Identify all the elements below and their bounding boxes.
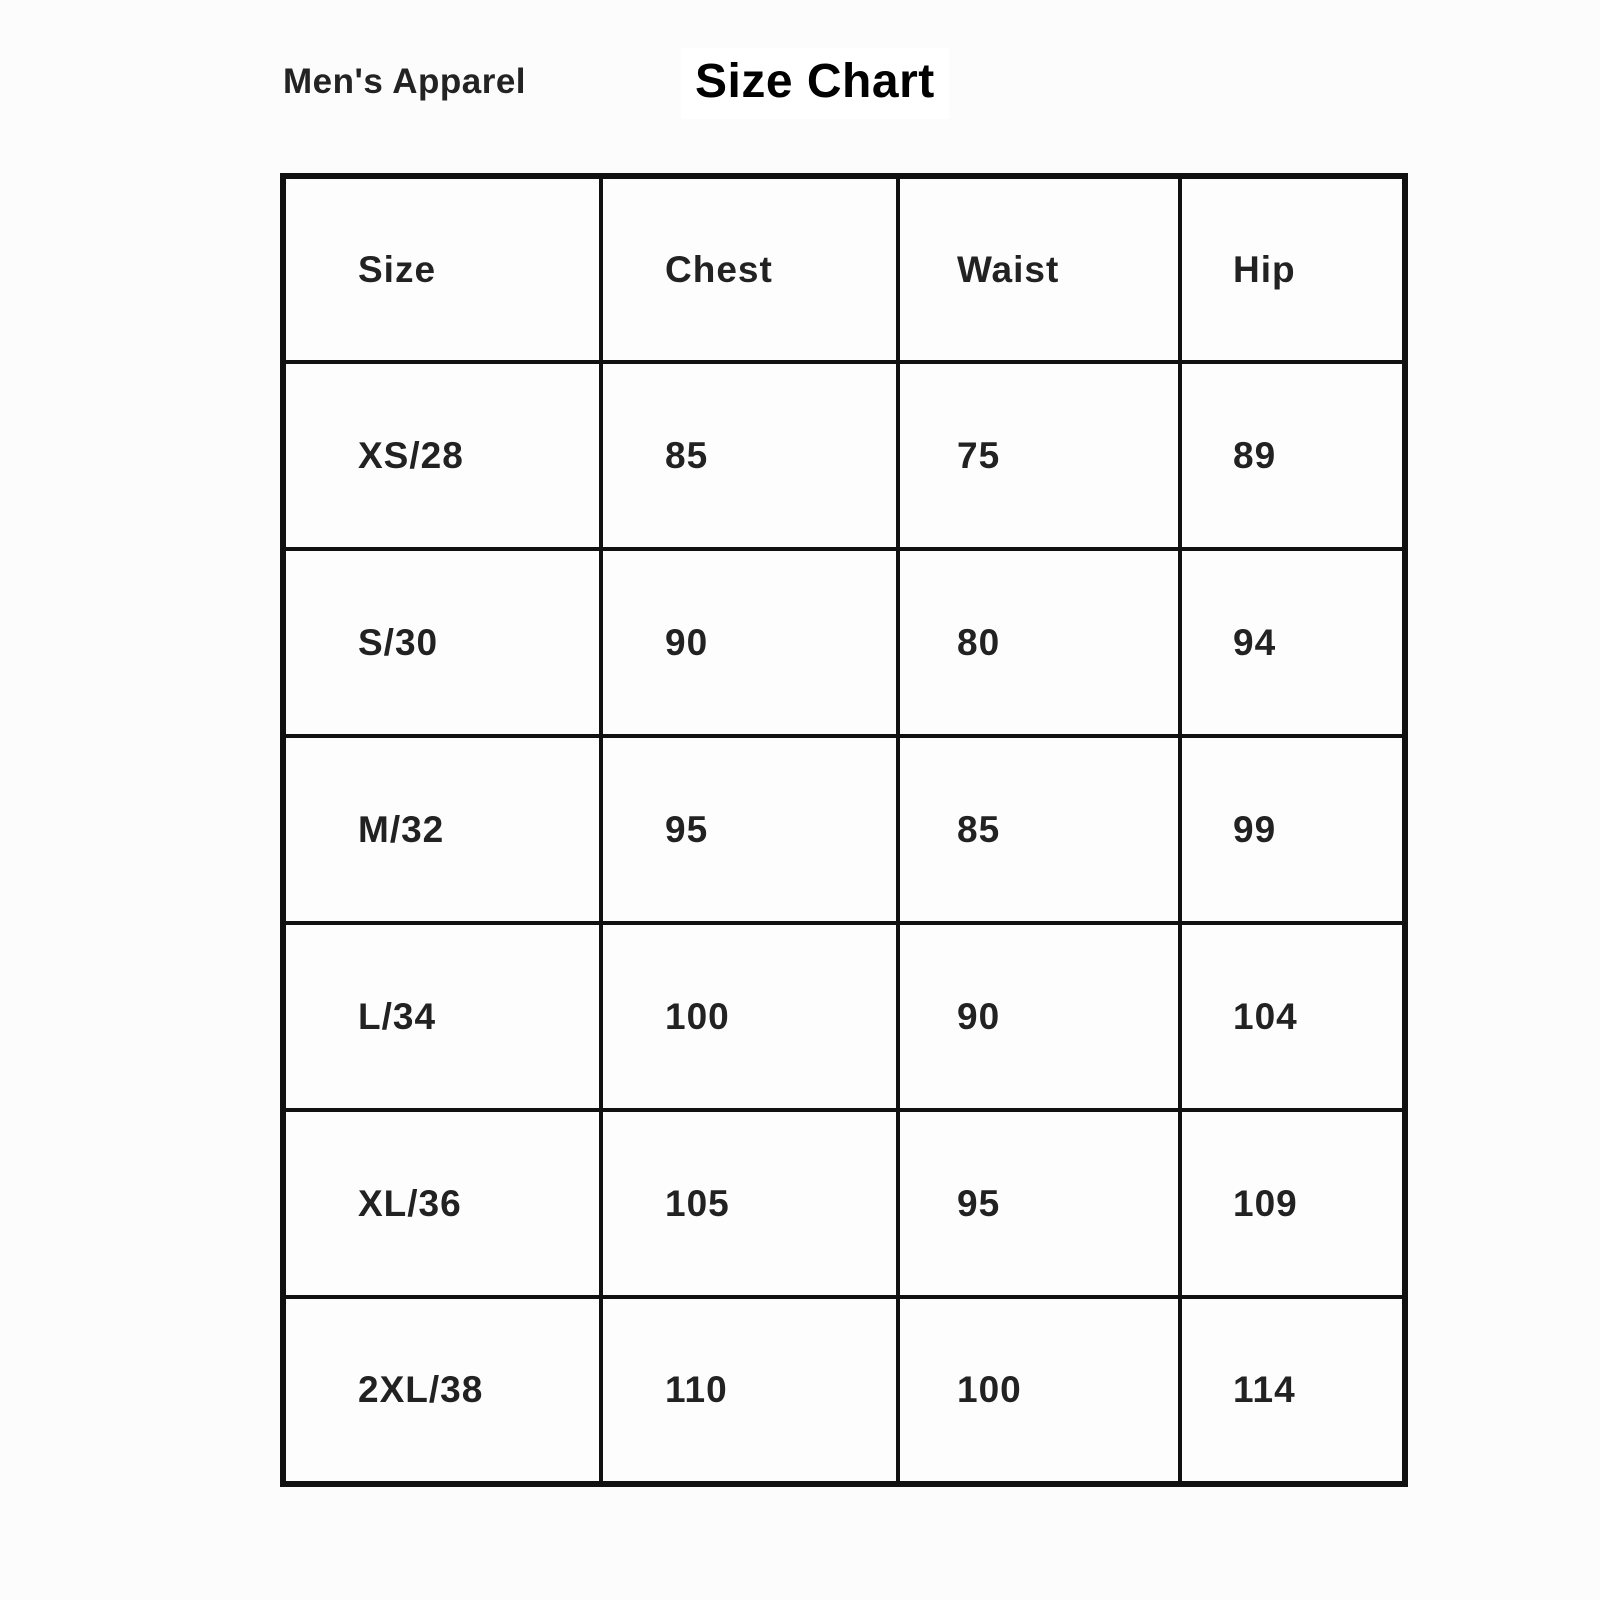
cell-waist: 100 (898, 1297, 1180, 1484)
cell-chest: 85 (601, 362, 898, 549)
cell-size: S/30 (283, 549, 601, 736)
cell-hip: 94 (1180, 549, 1405, 736)
cell-waist: 75 (898, 362, 1180, 549)
cell-size: M/32 (283, 736, 601, 923)
cell-waist: 85 (898, 736, 1180, 923)
cell-size: XL/36 (283, 1110, 601, 1297)
cell-hip: 104 (1180, 923, 1405, 1110)
cell-waist: 90 (898, 923, 1180, 1110)
table-row (283, 923, 1405, 1110)
page-header (283, 48, 1383, 128)
column-header-chest: Chest (601, 176, 898, 362)
cell-size: XS/28 (283, 362, 601, 549)
cell-size: L/34 (283, 923, 601, 1110)
cell-hip: 114 (1180, 1297, 1405, 1484)
cell-chest: 95 (601, 736, 898, 923)
table-row (283, 362, 1405, 549)
table-header-row (283, 176, 1405, 362)
cell-chest: 100 (601, 923, 898, 1110)
table-row (283, 736, 1405, 923)
column-header-size: Size (283, 176, 601, 362)
cell-size: 2XL/38 (283, 1297, 601, 1484)
column-header-hip: Hip (1180, 176, 1405, 362)
cell-chest: 90 (601, 549, 898, 736)
cell-waist: 80 (898, 549, 1180, 736)
page-title: Size Chart (681, 48, 949, 119)
column-header-waist: Waist (898, 176, 1180, 362)
cell-chest: 110 (601, 1297, 898, 1484)
cell-hip: 89 (1180, 362, 1405, 549)
table-row (283, 1297, 1405, 1484)
cell-hip: 109 (1180, 1110, 1405, 1297)
cell-hip: 99 (1180, 736, 1405, 923)
size-chart-table (280, 173, 1408, 1487)
cell-waist: 95 (898, 1110, 1180, 1297)
table-row (283, 549, 1405, 736)
product-category-label: Men's Apparel (283, 62, 527, 101)
cell-chest: 105 (601, 1110, 898, 1297)
table-row (283, 1110, 1405, 1297)
